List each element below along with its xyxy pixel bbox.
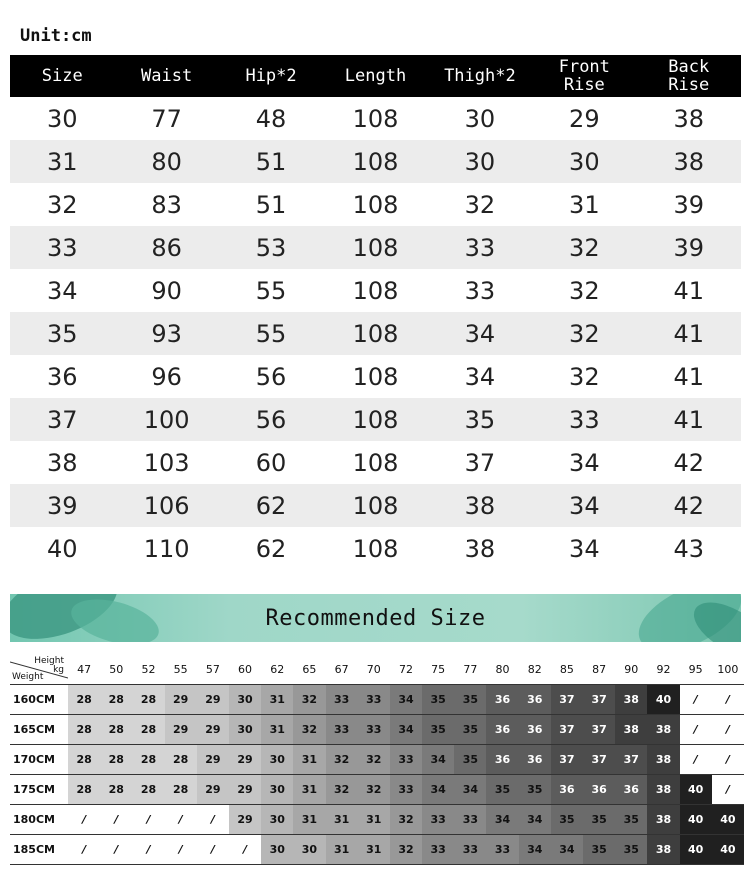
recommended-size-cell: 32 [390,835,422,865]
recommended-size-cell: 38 [615,715,647,745]
size-cell: 38 [637,140,741,183]
banner-title: Recommended Size [265,606,486,631]
weight-header: 65 [293,654,325,685]
recommended-size-cell: 40 [647,685,679,715]
weight-header: 60 [229,654,261,685]
size-cell: 38 [464,534,496,563]
weight-header: 85 [551,654,583,685]
size-cell: 55 [255,276,287,305]
weight-header: 80 [486,654,518,685]
recommended-size-cell: 35 [422,715,454,745]
recommended-size-cell: 32 [293,685,325,715]
size-cell: 32 [532,226,636,269]
size-col-header: Length [323,55,427,97]
recommended-size-cell: 33 [422,805,454,835]
size-cell: 108 [352,534,399,563]
recommended-size-cell: / [712,685,744,715]
size-cell: 106 [114,484,218,527]
recommended-size-cell: 31 [293,775,325,805]
recommended-size-cell: 37 [615,745,647,775]
recommended-size-cell: / [229,835,261,865]
recommended-size-cell: 29 [197,715,229,745]
recommended-size-cell: 28 [100,775,132,805]
height-label: 170CM [10,745,68,775]
size-cell: 33 [464,276,496,305]
recommended-size-cell: 29 [229,745,261,775]
size-cell: 39 [637,226,741,269]
recommended-size-cell: 37 [551,685,583,715]
recommended-size-cell: 35 [615,805,647,835]
weight-header: 50 [100,654,132,685]
recommended-size-cell: 28 [100,715,132,745]
recommended-size-cell: 36 [486,745,518,775]
recommended-size-cell: 37 [583,715,615,745]
size-cell: 43 [673,534,705,563]
recommended-size-cell: 40 [712,805,744,835]
recommended-size-cell: 33 [326,685,358,715]
size-cell: 31 [569,190,600,219]
recommended-size-cell: / [712,715,744,745]
weight-header: 95 [680,654,712,685]
size-col-header: Back Rise [637,55,741,97]
size-cell: 86 [114,226,218,269]
recommended-size-cell: 28 [132,685,164,715]
size-cell: 33 [428,226,532,269]
size-cell: 38 [46,448,78,477]
recommended-size-cell: 33 [454,805,486,835]
weight-header: 67 [326,654,358,685]
recommended-size-cell: 36 [486,685,518,715]
size-row [10,269,741,312]
height-label: 185CM [10,835,68,865]
weight-header: 92 [647,654,679,685]
size-row [10,140,741,183]
recommended-size-cell: 30 [261,775,293,805]
weight-header: 75 [422,654,454,685]
height-row [10,805,744,835]
size-cell: 103 [143,448,190,477]
recommended-size-cell: 32 [358,775,390,805]
recommended-size-cell: 31 [326,835,358,865]
recommended-size-cell: 33 [326,715,358,745]
recommended-size-cell: 34 [486,805,518,835]
weight-header: 47 [68,654,100,685]
recommended-size-cell: 28 [68,775,100,805]
size-cell: 37 [464,448,496,477]
size-col-header: Front Rise [532,55,636,97]
height-label: 160CM [10,685,68,715]
recommended-size-cell: 35 [583,835,615,865]
recommended-size-cell: / [165,805,197,835]
recommended-size-cell: 36 [583,775,615,805]
recommended-size-cell: / [197,805,229,835]
recommended-size-cell: 33 [358,715,390,745]
size-cell: 83 [151,190,182,219]
recommended-size-cell: 31 [261,685,293,715]
recommended-size-cell: 28 [132,715,164,745]
recommended-size-cell: 28 [132,775,164,805]
recommended-size-cell: 35 [486,775,518,805]
size-cell: 108 [352,104,399,133]
recommended-size-cell: 40 [680,775,712,805]
weight-header: 87 [583,654,615,685]
size-col-header: Hip*2 [219,55,323,97]
recommended-size-cell: 31 [358,835,390,865]
weight-header: 52 [132,654,164,685]
recommended-size-cell: 40 [680,835,712,865]
size-row [10,312,741,355]
weight-header: 70 [358,654,390,685]
recommended-size-cell: 35 [454,715,486,745]
recommended-size-cell: 32 [293,715,325,745]
weight-header: 77 [454,654,486,685]
weight-header: 82 [519,654,551,685]
recommended-size-cell: 28 [68,745,100,775]
size-col-header: Size [10,55,114,97]
recommended-size-cell: / [712,745,744,775]
size-cell: 39 [10,484,114,527]
size-cell: 90 [151,276,182,305]
recommended-size-cell: 34 [454,775,486,805]
size-cell: 51 [219,140,323,183]
size-cell: 35 [10,312,114,355]
recommended-size-cell: 34 [519,805,551,835]
recommended-size-cell: 32 [326,745,358,775]
size-cell: 33 [532,398,636,441]
recommended-size-cell: 35 [519,775,551,805]
recommended-size-cell: / [68,805,100,835]
corner-weight-label: Weight [12,672,44,682]
size-row [10,97,741,140]
unit-label: Unit:cm [20,26,92,46]
height-row [10,775,744,805]
weight-header: 100 [712,654,744,685]
size-cell: 108 [352,448,399,477]
size-cell: 40 [46,534,78,563]
size-cell: 55 [219,312,323,355]
size-cell: 108 [352,362,399,391]
recommended-size-cell: 36 [486,715,518,745]
weight-header: 55 [165,654,197,685]
recommended-size-cell: 33 [422,835,454,865]
recommended-size-cell: 28 [68,715,100,745]
recommended-size-cell: / [165,835,197,865]
recommended-size-cell: 32 [326,775,358,805]
size-cell: 32 [532,312,636,355]
recommended-size-cell: 30 [261,745,293,775]
recommended-size-cell: 28 [165,775,197,805]
size-row [10,398,741,441]
size-cell: 100 [114,398,218,441]
recommended-size-cell: 29 [197,685,229,715]
recommended-size-cell: 28 [165,745,197,775]
recommended-size-cell: 35 [454,685,486,715]
recommended-size-cell: 35 [583,805,615,835]
recommended-size-cell: 35 [551,805,583,835]
size-cell: 29 [569,104,600,133]
size-cell: 32 [569,276,600,305]
recommended-size-cell: / [100,835,132,865]
recommended-size-cell: 33 [390,745,422,775]
recommended-size-cell: 29 [165,715,197,745]
recommended-size-cell: / [197,835,229,865]
recommended-size-cell: 36 [519,685,551,715]
recommended-size-cell: 37 [551,715,583,745]
recommended-size-cell: 31 [358,805,390,835]
recommended-size-cell: 33 [486,835,518,865]
size-row [10,527,741,570]
size-cell: 42 [637,484,741,527]
size-cell: 30 [46,104,78,133]
recommended-size-cell: 38 [647,805,679,835]
size-col-header: Waist [114,55,218,97]
recommended-size-table [10,654,744,865]
height-label: 165CM [10,715,68,745]
recommended-size-cell: 34 [422,745,454,775]
size-cell: 32 [46,190,78,219]
size-cell: 56 [219,398,323,441]
recommended-size-cell: 30 [261,835,293,865]
size-cell: 62 [219,484,323,527]
size-cell: 53 [219,226,323,269]
size-cell: 51 [255,190,287,219]
size-cell: 33 [10,226,114,269]
size-cell: 96 [151,362,182,391]
recommended-size-cell: 28 [100,745,132,775]
size-cell: 80 [114,140,218,183]
recommended-size-cell: 38 [647,715,679,745]
weight-header: 72 [390,654,422,685]
recommended-size-cell: 28 [132,745,164,775]
recommended-size-cell: 37 [583,685,615,715]
recommended-size-cell: / [132,805,164,835]
size-cell: 34 [46,276,78,305]
recommended-size-cell: 34 [390,715,422,745]
size-cell: 34 [569,534,600,563]
size-chart-body [10,97,741,570]
size-cell: 108 [352,190,399,219]
height-row [10,715,744,745]
size-row [10,226,741,269]
size-cell: 37 [10,398,114,441]
size-cell: 39 [673,190,705,219]
recommended-size-banner [10,594,741,642]
size-cell: 32 [569,362,600,391]
size-cell: 108 [352,276,399,305]
recommended-size-body [10,685,744,865]
recommended-size-cell: 37 [583,745,615,775]
recommended-size-cell: 38 [647,775,679,805]
recommended-size-cell: 33 [358,685,390,715]
recommended-size-cell: 29 [229,775,261,805]
recommended-size-cell: 36 [519,715,551,745]
recommended-size-cell: 31 [261,715,293,745]
weight-header: 57 [197,654,229,685]
size-cell: 30 [428,140,532,183]
recommended-size-cell: 30 [229,685,261,715]
size-row [10,183,741,226]
height-row [10,685,744,715]
recommended-size-cell: / [68,835,100,865]
recommended-size-cell: 35 [422,685,454,715]
corner-height-label: Height kg [34,656,64,675]
recommended-size-cell: 38 [615,685,647,715]
size-row [10,355,741,398]
recommended-size-cell: 31 [293,745,325,775]
size-cell: 108 [323,312,427,355]
recommended-size-cell: 36 [615,775,647,805]
size-cell: 34 [464,362,496,391]
recommended-size-cell: 35 [454,745,486,775]
size-cell: 108 [323,140,427,183]
size-cell: 35 [428,398,532,441]
size-cell: 36 [46,362,78,391]
recommended-size-cell: / [712,775,744,805]
recommended-size-cell: 29 [229,805,261,835]
size-cell: 41 [673,362,705,391]
weight-header-row [10,654,744,685]
size-cell: 108 [323,226,427,269]
size-cell: 42 [673,448,705,477]
recommended-size-cell: 28 [68,685,100,715]
size-cell: 34 [428,312,532,355]
size-cell: 77 [151,104,182,133]
recommended-size-cell: / [100,805,132,835]
recommended-size-cell: 33 [454,835,486,865]
size-cell: 38 [428,484,532,527]
recommended-size-cell: 30 [229,715,261,745]
size-cell: 38 [673,104,705,133]
size-cell: 41 [673,276,705,305]
size-chart-header-row [10,55,741,97]
size-cell: 93 [114,312,218,355]
size-cell: 34 [532,484,636,527]
recommended-size-cell: 35 [615,835,647,865]
recommended-size-cell: 38 [647,745,679,775]
size-cell: 56 [255,362,287,391]
size-cell: 31 [10,140,114,183]
size-cell: 34 [569,448,600,477]
recommended-size-cell: 40 [680,805,712,835]
recommended-size-cell: 33 [390,775,422,805]
size-cell: 108 [323,398,427,441]
recommended-size-cell: / [680,715,712,745]
recommended-size-cell: / [680,745,712,775]
recommended-size-cell: 29 [197,775,229,805]
recommended-size-cell: 34 [390,685,422,715]
recommended-size-cell: / [680,685,712,715]
recommended-size-cell: 32 [390,805,422,835]
recommended-size-cell: 29 [197,745,229,775]
recommended-size-cell: 34 [422,775,454,805]
recommended-size-cell: 36 [519,745,551,775]
size-row [10,441,741,484]
size-cell: 110 [143,534,190,563]
recommended-size-cell: 37 [551,745,583,775]
recommended-size-cell: 31 [326,805,358,835]
recommended-size-cell: 36 [551,775,583,805]
size-cell: 48 [255,104,287,133]
size-cell: 41 [637,398,741,441]
size-cell: 30 [464,104,496,133]
size-cell: 60 [255,448,287,477]
recommended-size-cell: 34 [551,835,583,865]
size-cell: 30 [532,140,636,183]
recommended-size-cell: 34 [519,835,551,865]
recommended-size-cell: 38 [647,835,679,865]
height-label: 175CM [10,775,68,805]
corner-cell [10,654,68,685]
size-row [10,484,741,527]
height-row [10,745,744,775]
size-cell: 32 [464,190,496,219]
weight-header: 62 [261,654,293,685]
weight-header: 90 [615,654,647,685]
height-label: 180CM [10,805,68,835]
recommended-size-cell: 29 [165,685,197,715]
recommended-size-cell: 31 [293,805,325,835]
size-cell: 108 [323,484,427,527]
recommended-size-cell: 30 [261,805,293,835]
height-row [10,835,744,865]
size-cell: 62 [255,534,287,563]
recommended-size-cell: / [132,835,164,865]
recommended-size-cell: 30 [293,835,325,865]
recommended-size-cell: 40 [712,835,744,865]
size-cell: 41 [637,312,741,355]
recommended-size-cell: 28 [100,685,132,715]
size-chart-table [10,55,741,570]
recommended-size-cell: 32 [358,745,390,775]
size-col-header: Thigh*2 [428,55,532,97]
